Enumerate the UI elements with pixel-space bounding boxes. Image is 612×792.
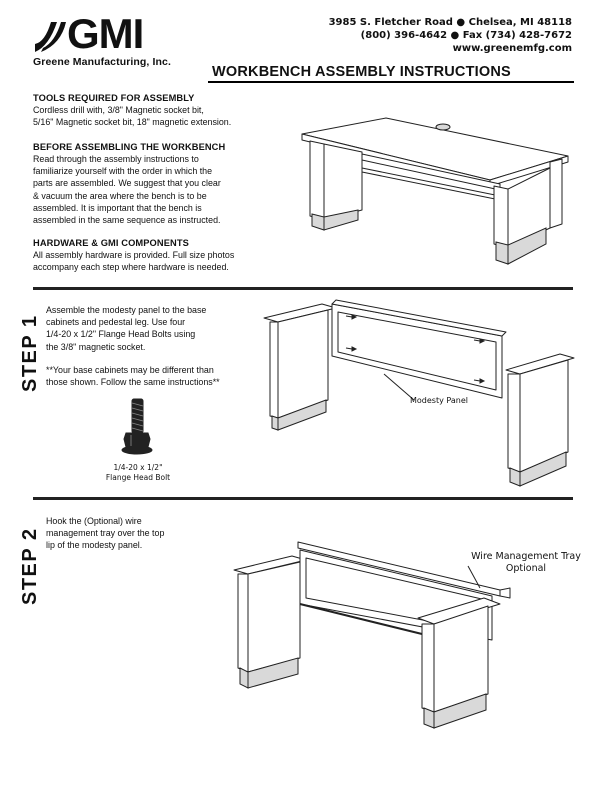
document-title: WORKBENCH ASSEMBLY INSTRUCTIONS [212, 64, 511, 80]
step1-label: STEP 1 [19, 314, 41, 392]
step1-divider [33, 287, 573, 290]
company-name: Greene Manufacturing, Inc. [33, 56, 171, 68]
modesty-panel-callout: Modesty Panel [410, 396, 468, 405]
title-rule [208, 81, 574, 83]
before-heading: BEFORE ASSEMBLING THE WORKBENCH [33, 142, 226, 152]
step2-label: STEP 2 [19, 527, 41, 605]
hardware-heading: HARDWARE & GMI COMPONENTS [33, 238, 189, 248]
before-body: Read through the assembly instructions to familiarize yourself with the order in which the parts are assembled. We suggest that you clear & vacuum the area where the bench is to be assembled. It is important that the bench is assembled in the same sequence as instructed. [33, 154, 221, 226]
bolt-caption: 1/4-20 x 1/2" Flange Head Bolt [105, 463, 171, 482]
step1-note: **Your base cabinets may be different than those shown. Follow the same instructions** [46, 365, 220, 388]
company-phone-fax: (800) 396-4642 ● Fax (734) 428-7672 [360, 30, 572, 41]
company-address: 3985 S. Fletcher Road ● Chelsea, MI 48118 [328, 17, 572, 28]
workbench-illustration [300, 116, 570, 268]
company-logo [33, 10, 208, 70]
company-website[interactable]: www.greenemfg.com [452, 43, 572, 54]
step2-body: Hook the (Optional) wire management tray over the top lip of the modesty panel. [46, 516, 165, 551]
hardware-body: All assembly hardware is provided. Full size photos accompany each step where hardware is needed. [33, 250, 235, 273]
flange-bolt-icon [120, 397, 154, 457]
wire-tray-callout: Wire Management Tray Optional [471, 551, 581, 574]
logo-wordmark: GMI [67, 10, 144, 57]
tools-body: Cordless drill with, 3/8" Magnetic socket bit, 5/16" Magnetic socket bit, 18" magnetic extension. [33, 105, 232, 128]
step2-divider [33, 497, 573, 500]
step1-body: Assemble the modesty panel to the base cabinets and pedestal leg. Use four 1/4-20 x 1/2" Flange Head Bolts using the 3/8" magnetic socket. [46, 305, 207, 352]
tools-heading: TOOLS REQUIRED FOR ASSEMBLY [33, 93, 195, 103]
step1-illustration [264, 296, 584, 486]
